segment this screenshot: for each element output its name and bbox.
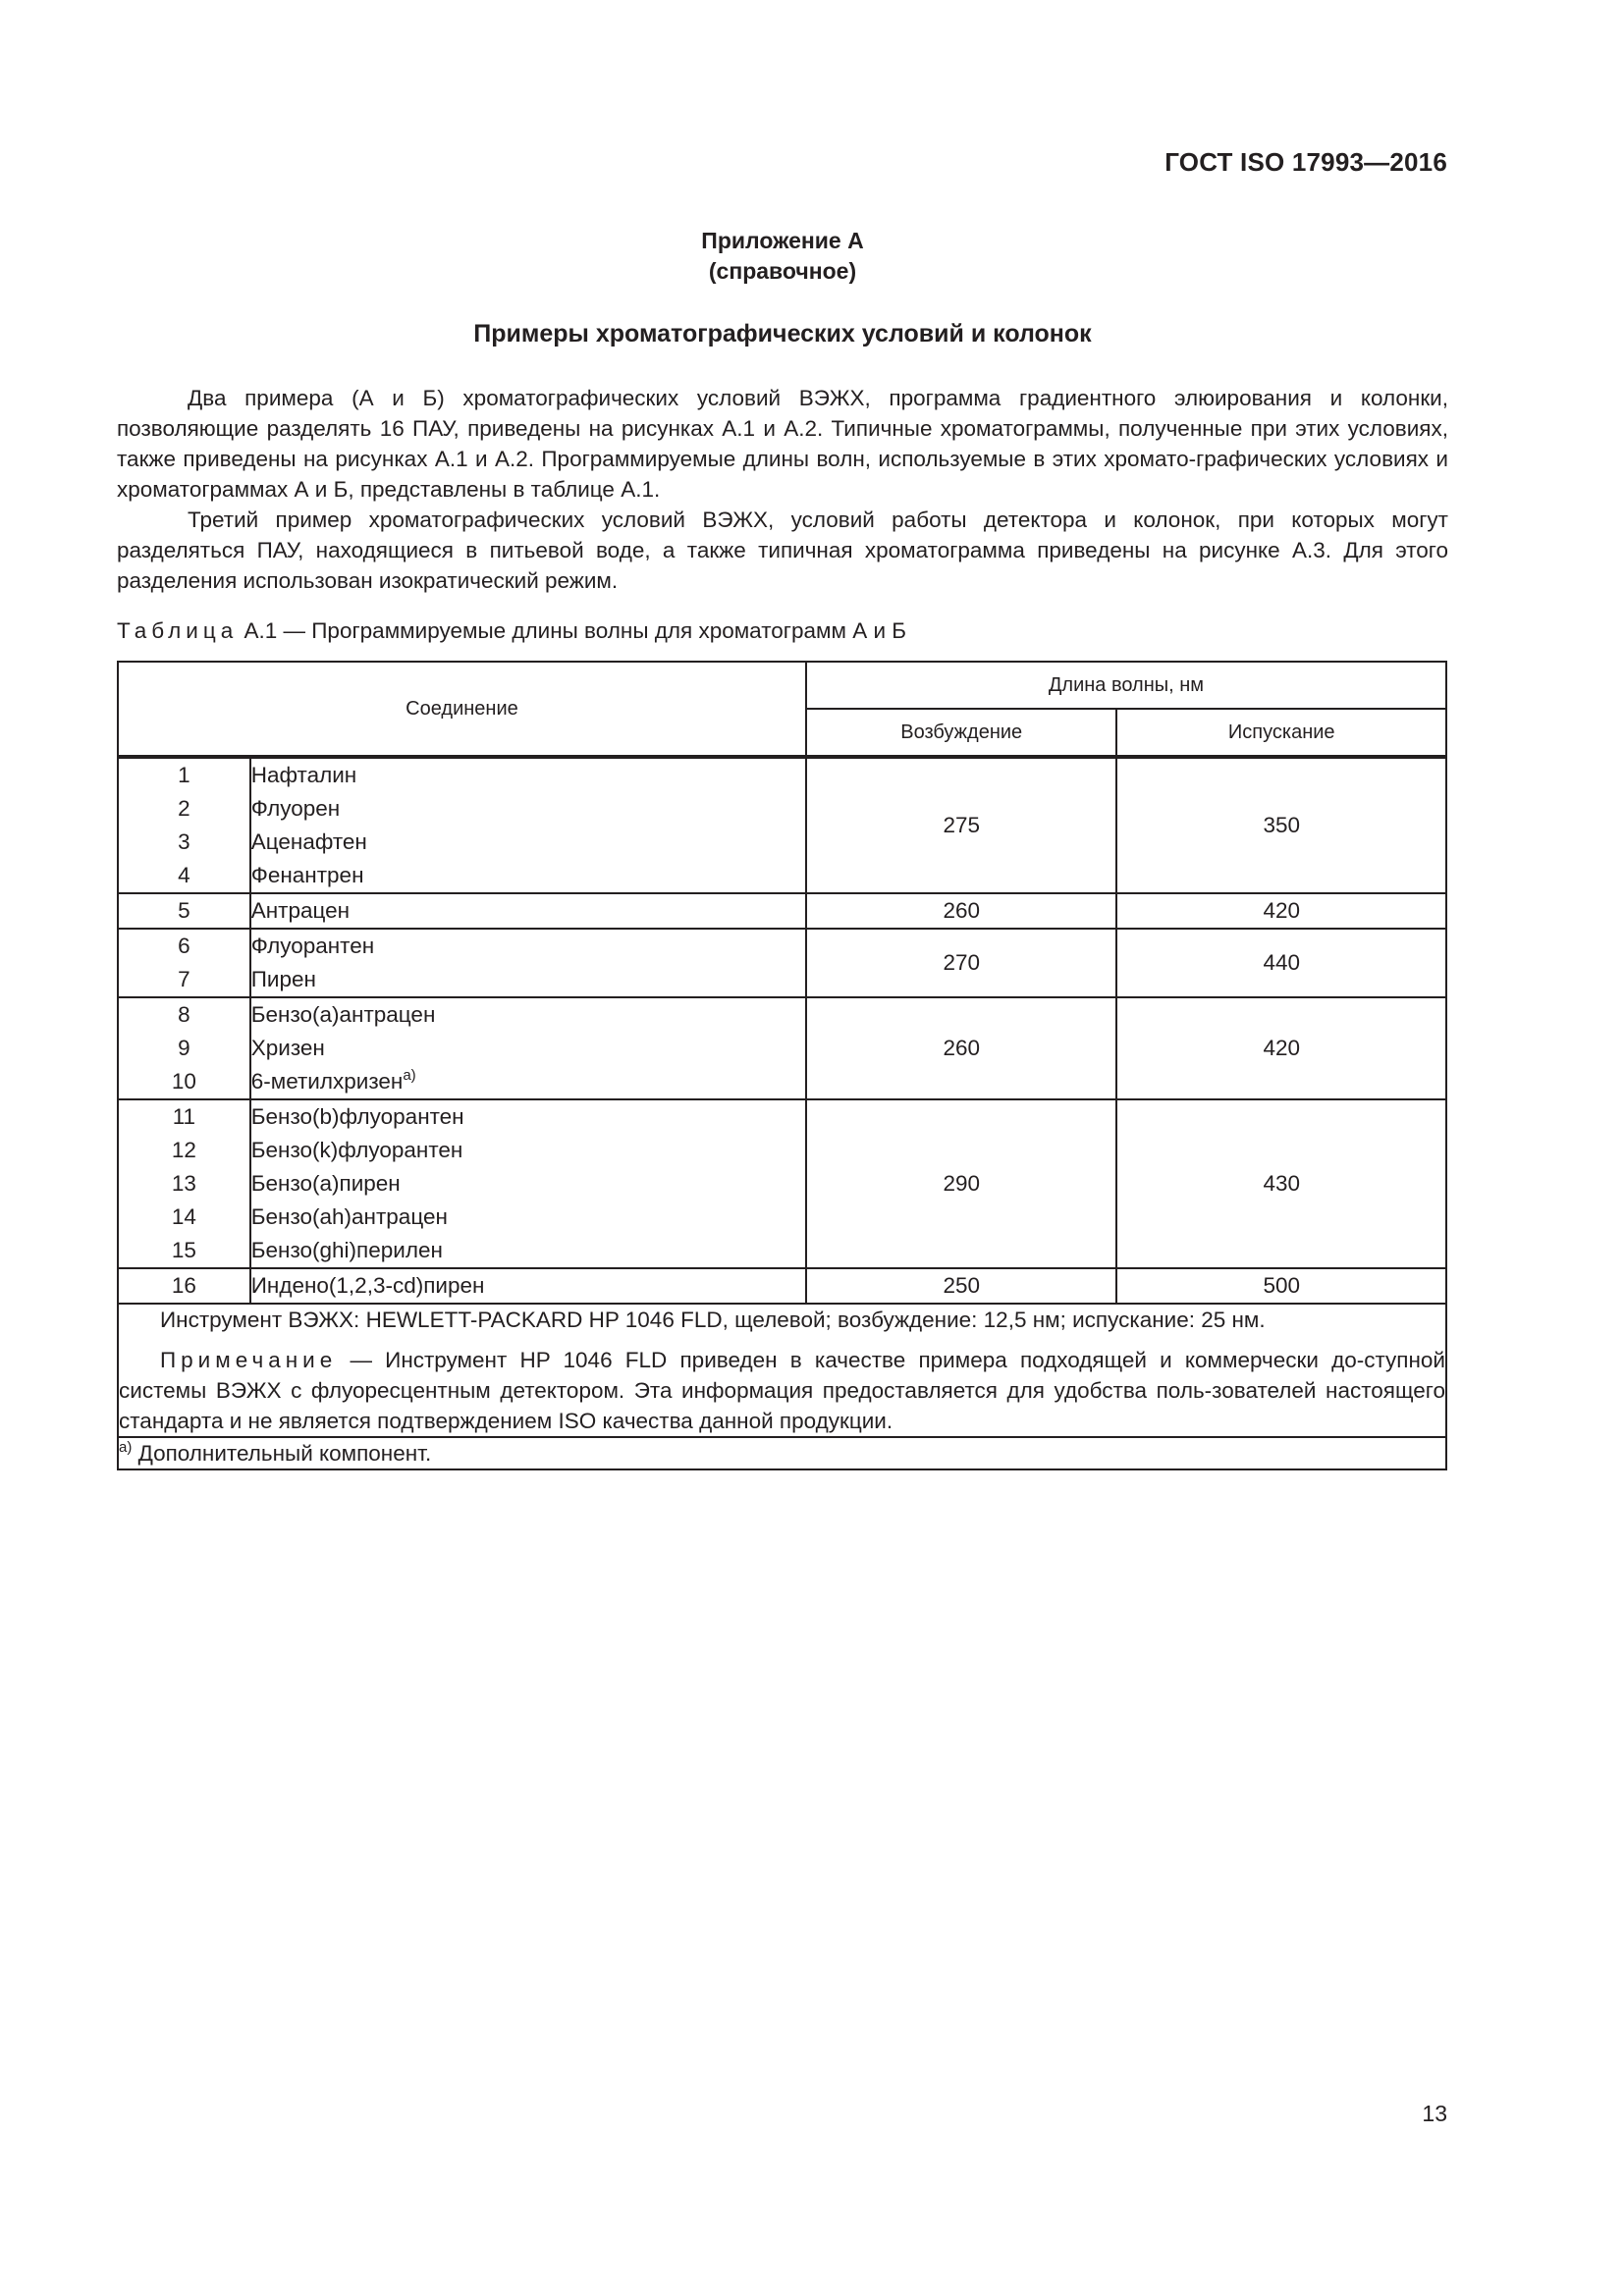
compound-number: 5 <box>178 898 190 923</box>
compound-number: 8 <box>178 1002 190 1027</box>
footnote-row <box>118 1437 1446 1469</box>
page-number: 13 <box>1422 2101 1447 2126</box>
header-compound: Соединение <box>118 662 806 757</box>
note-row <box>118 1304 1446 1437</box>
compound-names <box>250 929 806 997</box>
emission-value: 500 <box>1116 1268 1446 1304</box>
compound-name-text: Бензо(ghi)перилен <box>250 1238 443 1262</box>
compound-name <box>251 963 805 996</box>
compound-name <box>251 759 805 792</box>
remark <box>119 1345 1445 1436</box>
compound-numbers <box>118 1099 250 1268</box>
table-row <box>118 997 1446 1099</box>
compound-number: 3 <box>178 829 190 854</box>
footnote-text: Дополнительный компонент. <box>132 1441 432 1466</box>
note-cell <box>118 1304 1446 1437</box>
remark-text: — Инструмент HP 1046 FLD приведен в качестве примера подходящей и коммерчески до-ступной системы ВЭЖХ с флуоресцентным детектором. Эта информация предоставляется для удобства поль-зователей настоящего стандарта и не является подтверждением ISO качества данной продукции. <box>119 1348 1445 1433</box>
compound-name <box>251 1100 805 1134</box>
compound-name <box>251 930 805 963</box>
compound-name <box>251 1269 805 1303</box>
table-caption <box>117 618 906 644</box>
table-row <box>118 757 1446 893</box>
appendix-title: Приложение А <box>701 228 864 253</box>
emission-value: 420 <box>1116 893 1446 929</box>
compound-name-text: Пирен <box>250 967 316 991</box>
appendix-subtitle: (справочное) <box>708 258 857 284</box>
table-caption-label: Таблица <box>117 618 239 643</box>
compound-name <box>251 1201 805 1234</box>
table-row <box>118 1268 1446 1304</box>
section-title: Примеры хроматографических условий и колонок <box>473 320 1092 347</box>
compound-name-text: Аценафтен <box>250 829 367 854</box>
compound-name-text: Фенантрен <box>250 863 364 887</box>
compound-name-text: Нафталин <box>250 763 357 787</box>
compound-numbers <box>118 757 250 893</box>
compound-name <box>251 1234 805 1267</box>
compound-number: 9 <box>178 1036 190 1060</box>
compound-names <box>250 997 806 1099</box>
emission-value: 350 <box>1116 757 1446 893</box>
compound-number: 10 <box>171 1069 196 1094</box>
body-text <box>117 383 1448 596</box>
compound-number: 11 <box>172 1104 196 1129</box>
compound-name-text: Бензо(а)пирен <box>250 1171 401 1196</box>
compound-numbers <box>118 997 250 1099</box>
paragraph: Третий пример хроматографических условий ВЭЖХ, условий работы детектора и колонок, при которых могут разделяться ПАУ, находящиеся в питьевой воде, а также типичная хроматограмма приведены на рисунке А.3. Для этого разделения использован изократический режим. <box>117 507 1448 593</box>
excitation-value: 250 <box>806 1268 1117 1304</box>
header-wavelength: Длина волны, нм <box>806 662 1446 709</box>
compound-name-text: 6-метилхризен <box>250 1069 404 1094</box>
excitation-value: 260 <box>806 893 1117 929</box>
footnote-mark: а) <box>119 1439 133 1456</box>
standard-code: ГОСТ ISO 17993—2016 <box>1164 147 1447 177</box>
compound-name-text: Бензо(k)флуорантен <box>250 1138 463 1162</box>
table-caption-text: А.1 — Программируемые длины волны для хроматограмм А и Б <box>238 618 907 643</box>
compound-name <box>251 792 805 826</box>
table-row <box>118 1099 1446 1268</box>
compound-name-text: Флуорен <box>250 796 341 821</box>
instrument-note: Инструмент ВЭЖХ: HEWLETT-PACKARD HP 1046 FLD, щелевой; возбуждение: 12,5 нм; испускание: 25 нм. <box>160 1308 1266 1332</box>
compound-number: 4 <box>178 863 190 887</box>
compound-names <box>250 893 806 929</box>
compound-names <box>250 1099 806 1268</box>
compound-name-text: Бензо(b)флуорантен <box>250 1104 464 1129</box>
compound-names <box>250 757 806 893</box>
compound-number: 14 <box>171 1204 196 1229</box>
appendix-heading <box>0 226 1565 287</box>
compound-name <box>251 859 805 892</box>
emission-value: 440 <box>1116 929 1446 997</box>
header-excitation: Возбуждение <box>806 709 1117 757</box>
compound-name-text: Бензо(ah)антрацен <box>250 1204 448 1229</box>
compound-numbers <box>118 1268 250 1304</box>
compound-numbers <box>118 893 250 929</box>
compound-number: 7 <box>178 967 190 991</box>
compound-number: 12 <box>171 1138 196 1162</box>
compound-name <box>251 894 805 928</box>
compound-number: 16 <box>171 1273 196 1298</box>
compound-number: 15 <box>171 1238 196 1262</box>
paragraph: Два примера (А и Б) хроматографических условий ВЭЖХ, программа градиентного элюирования и колонки, позволяющие разделять 16 ПАУ, приведены на рисунках А.1 и А.2. Типичные хроматограммы, полученные при этих условиях, также приведены на рисунках А.1 и А.2. Программируемые длины волн, используемые в этих хромато-графических условиях и хроматограммах А и Б, представлены в таблице А.1. <box>117 386 1448 502</box>
compound-name-text: Бензо(а)антрацен <box>250 1002 436 1027</box>
compound-name-text: Хризен <box>250 1036 325 1060</box>
compound-names <box>250 1268 806 1304</box>
compound-number: 6 <box>178 934 190 958</box>
header-emission: Испускание <box>1116 709 1446 757</box>
compound-name-text: Флуорантен <box>250 934 375 958</box>
excitation-value: 275 <box>806 757 1117 893</box>
wavelength-table <box>117 661 1447 1470</box>
emission-value: 430 <box>1116 1099 1446 1268</box>
excitation-value: 290 <box>806 1099 1117 1268</box>
table-row <box>118 929 1446 997</box>
compound-name-text: Антрацен <box>250 898 351 923</box>
compound-name <box>251 1167 805 1201</box>
compound-number: 2 <box>178 796 190 821</box>
compound-name <box>251 826 805 859</box>
compound-numbers <box>118 929 250 997</box>
compound-name <box>251 1032 805 1065</box>
compound-name <box>251 998 805 1032</box>
table-row <box>118 893 1446 929</box>
compound-name <box>251 1065 805 1098</box>
footnote-ref: а) <box>403 1067 416 1084</box>
table-body <box>118 757 1446 1304</box>
remark-label: Примечание <box>160 1348 338 1372</box>
emission-value: 420 <box>1116 997 1446 1099</box>
compound-name <box>251 1134 805 1167</box>
compound-number: 1 <box>178 763 190 787</box>
excitation-value: 270 <box>806 929 1117 997</box>
footnote-cell <box>118 1437 1446 1469</box>
compound-name-text: Индено(1,2,3-cd)пирен <box>250 1273 485 1298</box>
compound-number: 13 <box>171 1171 196 1196</box>
excitation-value: 260 <box>806 997 1117 1099</box>
